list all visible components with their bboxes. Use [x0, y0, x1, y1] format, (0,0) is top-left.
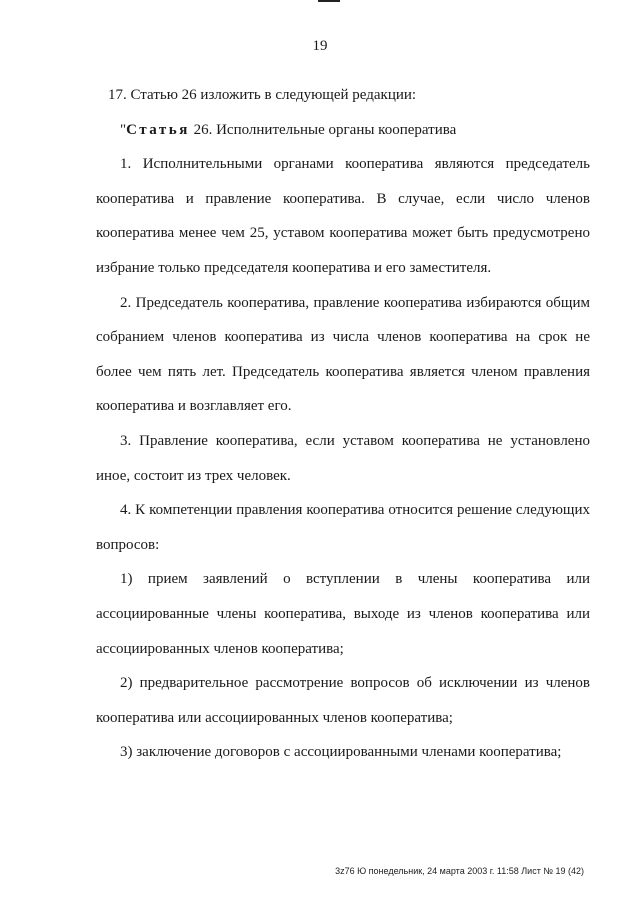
opening-quote: " — [120, 121, 127, 138]
page-number: 19 — [312, 38, 328, 54]
paragraph-4: 4. К компетенции правления кооператива относится решение следующих вопросов: — [96, 502, 590, 553]
document-body — [96, 78, 590, 770]
paragraph-2: 2. Председатель кооператива, правление кооператива избираются общим собранием членов кооператива из числа членов кооператива на срок не более чем пять лет. Председатель кооператива является членом правления кооператива и возглавляет его. — [96, 294, 590, 415]
list-item: 1) прием заявлений о вступлении в члены кооператива или ассоциированные члены кооператива, выходе из членов кооператива или ассоциированных членов кооператива; — [96, 571, 590, 657]
page-footer: 3z76 Ю понедельник, 24 марта 2003 г. 11:58 Лист № 19 (42) — [335, 866, 584, 876]
paragraph-3: 3. Правление кооператива, если уставом кооператива не установлено иное, состоит из трех человек. — [96, 432, 590, 484]
article-word: Статья — [126, 121, 190, 138]
top-edge-mark — [318, 0, 340, 2]
article-title: 26. Исполнительные органы кооператива — [189, 121, 457, 138]
paragraph-1: 1. Исполнительными органами кооператива являются председатель кооператива и правление кооператива. В случае, если число членов кооператива менее чем 25, уставом кооператива может быть предусмотрено избрание только председателя кооператива и его заместителя. — [96, 156, 590, 276]
amendment-intro: 17. Статью 26 изложить в следующей редакции: — [108, 87, 417, 103]
article-heading — [96, 113, 590, 148]
list-item: 2) предварительное рассмотрение вопросов об исключении из членов кооператива или ассоциированных членов кооператива; — [96, 675, 590, 726]
list-item: 3) заключение договоров с ассоциированными членами кооператива; — [120, 744, 562, 761]
